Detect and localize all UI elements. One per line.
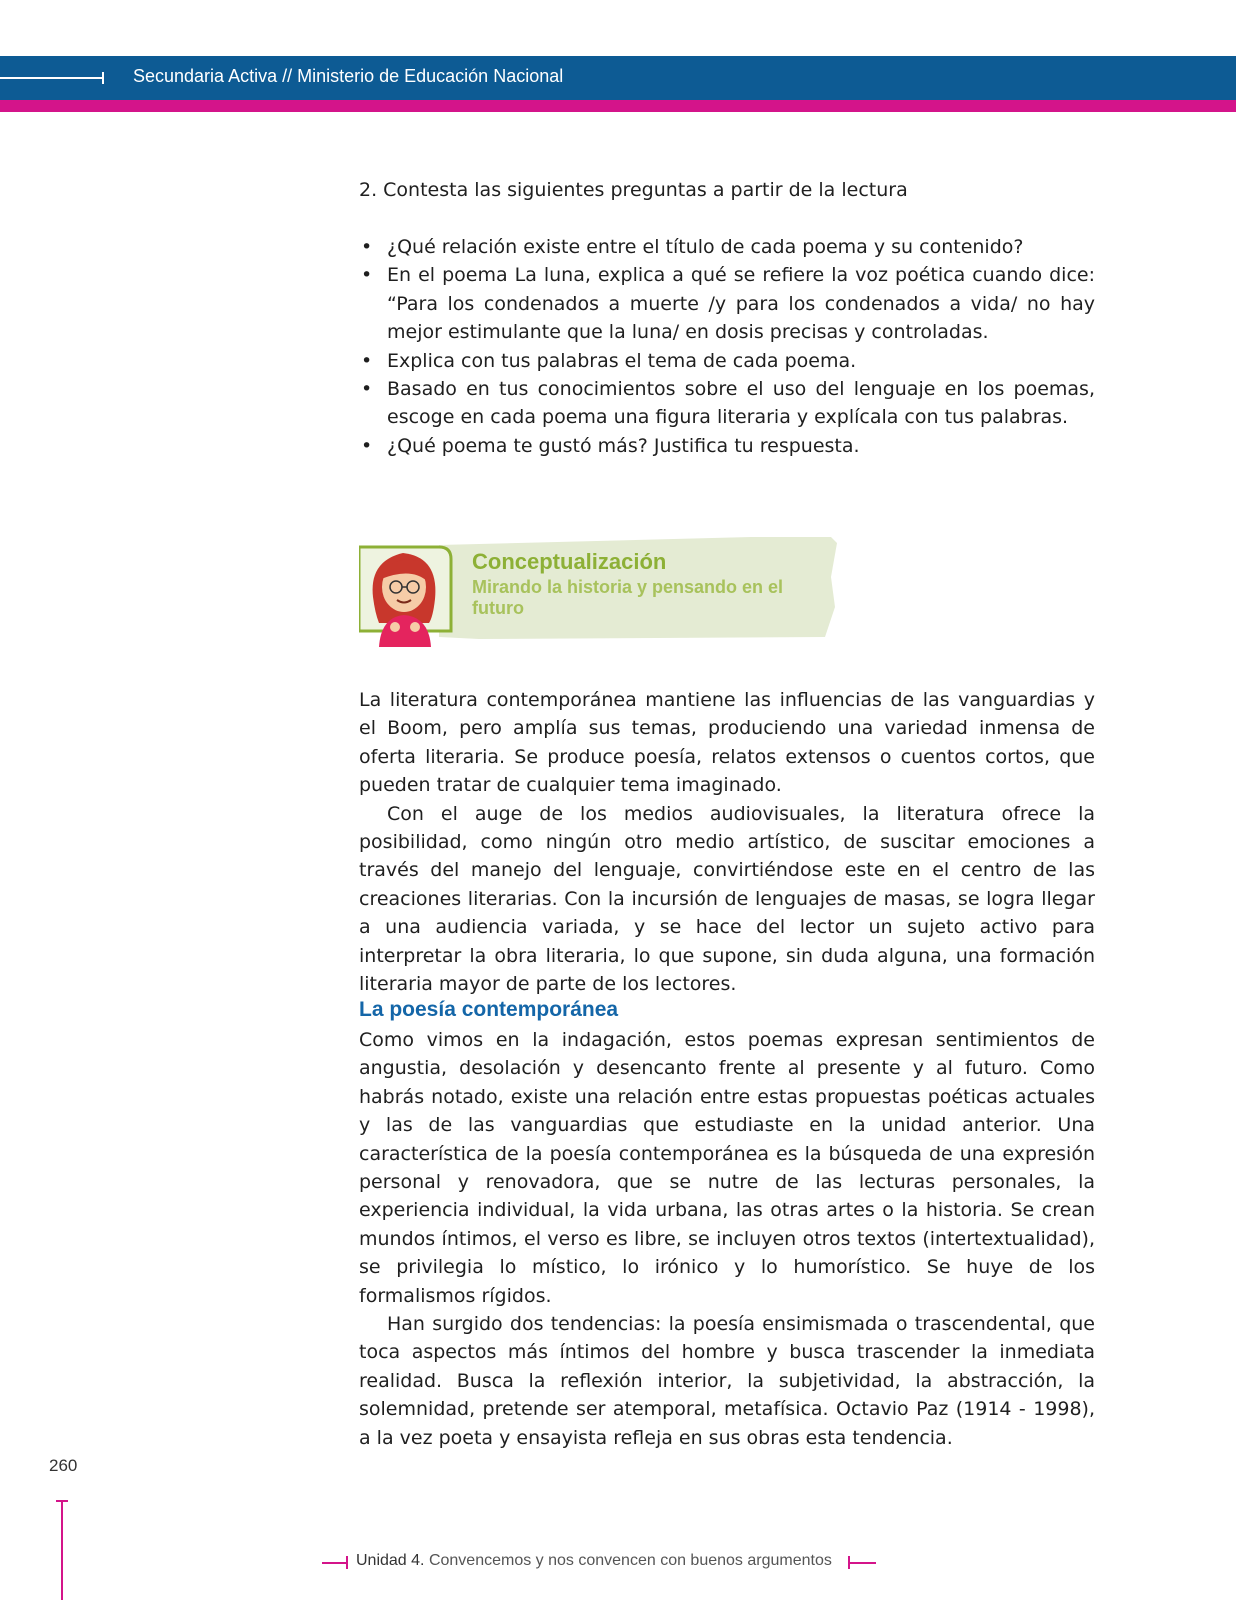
footer-unit-label: Unidad 4. [356, 1552, 425, 1569]
question-item: • ¿Qué poema te gustó más? Justifica tu respuesta. [359, 432, 1095, 460]
question-item: • Basado en tus conocimientos sobre el uso del lenguaje en los poemas, escoge en cada poema una figura literaria y explícala con tus palabras. [359, 375, 1095, 432]
question-item: • Explica con tus palabras el tema de cada poema. [359, 347, 1095, 375]
teacher-character-icon [373, 553, 436, 647]
footer-text [356, 1552, 832, 1570]
margin-rule [61, 1500, 63, 1600]
header-rule-tick [102, 72, 104, 84]
paragraph: Con el auge de los medios audiovisuales, la literatura ofrece la posibilidad, como ningún otro medio artístico, de suscitar emociones a través del manejo del lenguaje, convirtiéndose este en el centro de las creaciones literarias. Con la incursión de lenguajes de masas, se logra llegar a una audiencia variada, y se hace del lector un sujeto activo para interpretar la obra literaria, lo que supone, sin duda alguna, una formación literaria mayor de parte de los lectores. [359, 802, 1095, 996]
header-accent-stripe [0, 100, 1236, 112]
questions-title: 2. Contesta las siguientes preguntas a partir de la lectura [359, 179, 908, 201]
section-heading: La poesía contemporánea [359, 998, 619, 1021]
section-paragraphs [359, 1026, 1095, 1452]
footer-rule-right [850, 1562, 876, 1564]
header-rule [0, 77, 102, 79]
content-paragraphs [359, 686, 1095, 998]
paragraph: La literatura contemporánea mantiene las influencias de las vanguardias y el Boom, pero amplía sus temas, produciendo una variedad inmensa de oferta literaria. Se produce poesía, relatos extensos o cuentos cortos, que pueden tratar de cualquier tema imaginado. [359, 689, 1095, 797]
concept-title: Conceptualización [472, 549, 667, 574]
concept-banner [359, 537, 839, 647]
questions-list [359, 233, 1095, 460]
paragraph: Han surgido dos tendencias: la poesía ensimismada o trascendental, que toca aspectos más íntimos del hombre y busca trascender la inmediata realidad. Busca la reflexión interior, la subjetividad, la abstracción, la solemnidad, pretende ser atemporal, metafísica. Octavio Paz (1914 - 1998), a la vez poeta y ensayista refleja en sus obras esta tendencia. [359, 1313, 1095, 1449]
paragraph: Como vimos en la indagación, estos poemas expresan sentimientos de angustia, desolación y desencanto frente al presente y al futuro. Como habrás notado, existe una relación entre estas propuestas poéticas actuales y las de las vanguardias que estudiaste en la unidad anterior. Una característica de la poesía contemporánea es la búsqueda de una expresión personal y renovadora, que se nutre de las lecturas personales, la experiencia individual, la vida urbana, las otras artes o la historia. Se crean mundos íntimos, el verso es libre, se incluyen otros textos (intertextualidad), se privilegia lo místico, lo irónico y lo humorístico. Se huye de los formalismos rígidos. [359, 1029, 1095, 1307]
header-title: Secundaria Activa // Ministerio de Educación Nacional [133, 66, 564, 86]
question-item: • ¿Qué relación existe entre el título de cada poema y su contenido? [359, 233, 1095, 261]
question-item: • En el poema La luna, explica a qué se refiere la voz poética cuando dice: “Para los condenados a muerte /y para los condenados a vida/ no hay mejor estimulante que la luna/ en dosis precisas y controladas. [359, 261, 1095, 346]
footer-tick-left [346, 1556, 348, 1569]
page-number: 260 [49, 1456, 78, 1475]
footer-unit-title: Convencemos y nos convencen con buenos argumentos [424, 1552, 832, 1569]
footer-rule-left [322, 1562, 346, 1564]
concept-subtitle: Mirando la historia y pensando en el futuro [472, 577, 784, 618]
footer [322, 1552, 882, 1572]
